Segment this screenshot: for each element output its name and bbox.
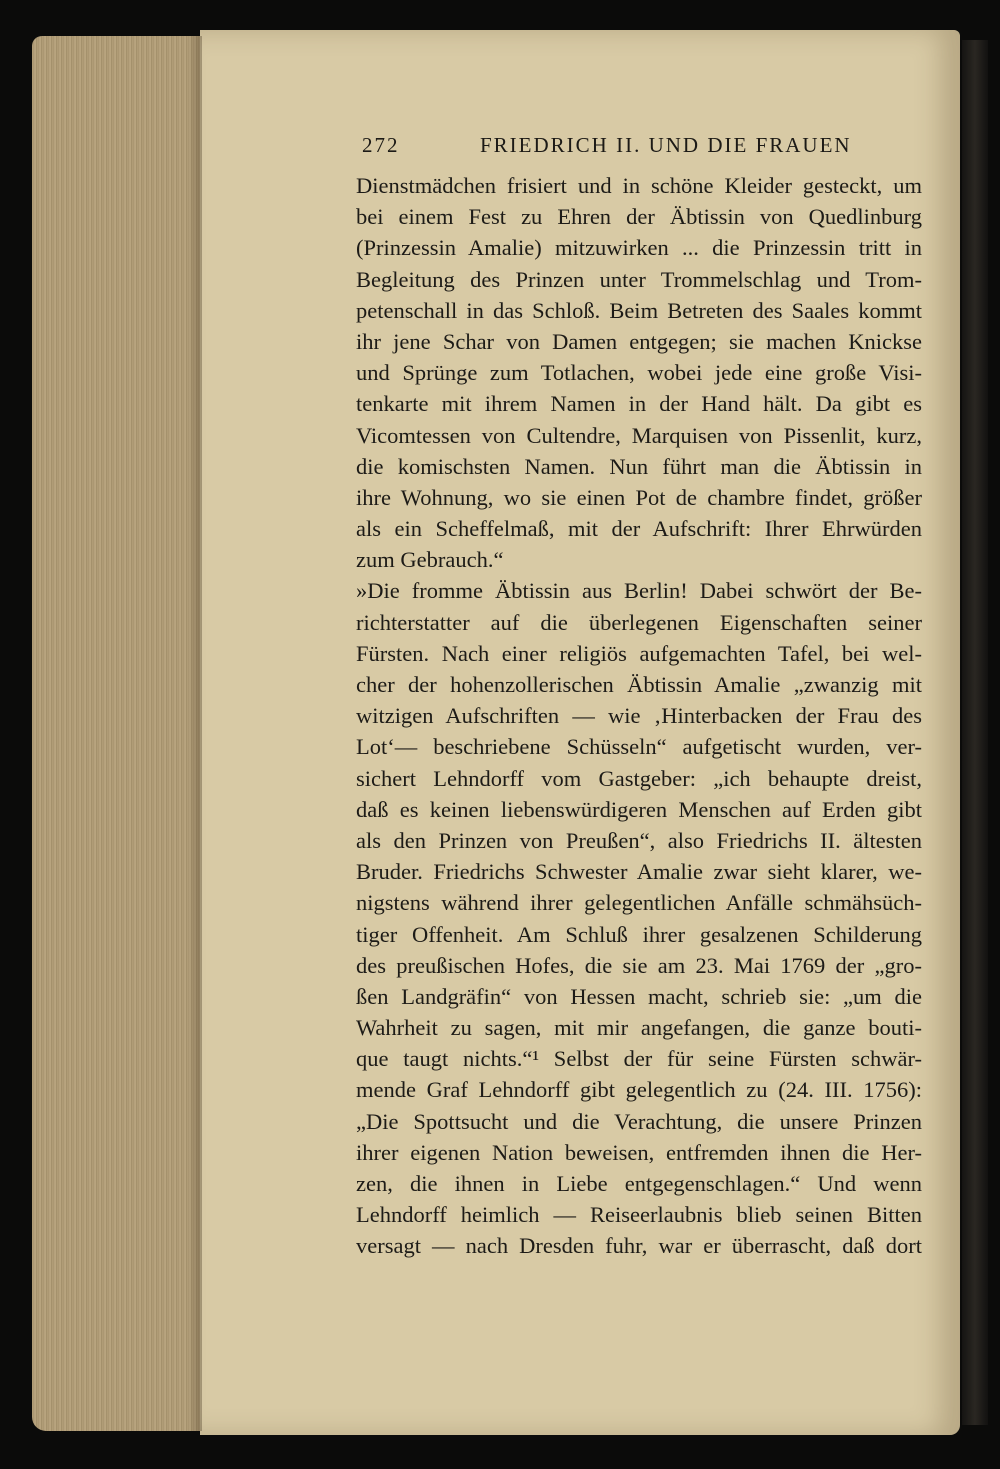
text-line: und Sprünge zum Totlachen, wobei jede eine große Visi- xyxy=(356,360,922,386)
text-line: sichert Lehndorff vom Gastgeber: „ich behaupte dreist, xyxy=(356,765,922,791)
text-line: zen, die ihnen in Liebe entgegenschlagen.“ Und wenn xyxy=(356,1171,922,1196)
text-line: zum Gebrauch.“ xyxy=(356,547,504,573)
text-line: als den Prinzen von Preußen“, also Friedrichs II. ältesten xyxy=(356,827,922,853)
text-line: daß es keinen liebenswürdigeren Menschen auf Erden gibt xyxy=(356,796,922,822)
text-line: Vicomtessen von Cultendre, Marquisen von Pissenlit, kurz, xyxy=(356,422,922,448)
text-line: richterstatter auf die überlegenen Eigenschaften seiner xyxy=(356,609,922,635)
text-line: ihrer eigenen Nation beweisen, entfremden ihnen die Her- xyxy=(356,1139,922,1165)
text-line: ihr jene Schar von Damen entgegen; sie machen Knickse xyxy=(356,328,922,354)
text-line: ßen Landgräfin“ von Hessen macht, schrieb sie: „um die xyxy=(356,983,922,1009)
text-line: (Prinzessin Amalie) mitzuwirken ... die Prinzessin tritt in xyxy=(356,235,922,261)
book-page-edges xyxy=(32,36,200,1431)
text-line: Dienstmädchen frisiert und in schöne Kleider gesteckt, um xyxy=(356,173,922,198)
text-line: cher der hohenzollerischen Äbtissin Amalie „zwanzig mit xyxy=(356,672,922,697)
text-line: versagt — nach Dresden fuhr, war er überrascht, daß dort xyxy=(356,1233,922,1259)
text-line: Lot‘— beschriebene Schüsseln“ aufgetischt wurden, ver- xyxy=(356,734,922,760)
text-line: Begleitung des Prinzen unter Trommelschlag und Trom- xyxy=(356,266,922,292)
text-line: als ein Scheffelmaß, mit der Aufschrift: Ihrer Ehrwürden xyxy=(356,516,922,542)
running-title: FRIEDRICH II. UND DIE FRAUEN xyxy=(480,133,852,157)
text-line: witzigen Aufschriften — wie ‚Hinterbacken der Frau des xyxy=(356,703,922,729)
text-line: bei einem Fest zu Ehren der Äbtissin von Quedlinburg xyxy=(356,204,922,230)
facing-page-edge xyxy=(962,40,988,1425)
page-number: 272 xyxy=(362,133,400,157)
text-line: Fürsten. Nach einer religiös aufgemachten Tafel, bei wel- xyxy=(356,640,922,666)
text-line: que taugt nichts.“¹ Selbst der für seine Fürsten schwär- xyxy=(356,1046,922,1072)
text-line: Wahrheit zu sagen, mit mir angefangen, die ganze bouti- xyxy=(356,1015,922,1041)
text-line: ihre Wohnung, wo sie einen Pot de chambre findet, größer xyxy=(356,484,922,510)
text-line: mende Graf Lehndorff gibt gelegentlich zu (24. III. 1756): xyxy=(356,1077,922,1103)
body-text xyxy=(356,170,922,1262)
text-line: „Die Spottsucht und die Verachtung, die unsere Prinzen xyxy=(356,1108,922,1134)
text-line: tiger Offenheit. Am Schluß ihrer gesalzenen Schilderung xyxy=(356,921,922,947)
text-line: »Die fromme Äbtissin aus Berlin! Dabei schwört der Be- xyxy=(356,578,922,604)
text-line: tenkarte mit ihrem Namen in der Hand hält. Da gibt es xyxy=(356,391,922,417)
text-line: nigstens während ihrer gelegentlichen Anfälle schmähsüch- xyxy=(356,890,922,916)
text-line: petenschall in das Schloß. Beim Betreten des Saales kommt xyxy=(356,297,922,323)
text-line: die komischsten Namen. Nun führt man die Äbtissin in xyxy=(356,453,922,479)
text-line: Lehndorff heimlich — Reiseerlaubnis blieb seinen Bitten xyxy=(356,1202,922,1228)
gutter-shadow xyxy=(188,36,202,1431)
text-line: des preußischen Hofes, die sie am 23. Mai 1769 der „gro- xyxy=(356,952,922,978)
running-header xyxy=(362,133,922,167)
text-line: Bruder. Friedrichs Schwester Amalie zwar sieht klarer, we- xyxy=(356,859,922,885)
